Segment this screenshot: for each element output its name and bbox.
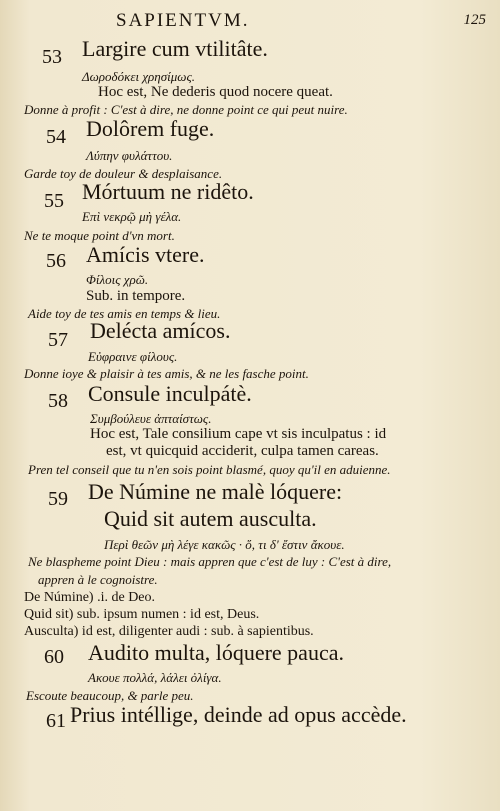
- french-translation: Ne blaspheme point Dieu : mais appren que c'est de luy : C'est à dire,: [28, 554, 392, 569]
- page-number: 125: [463, 12, 486, 28]
- gloss-line: Ausculta) id est, diligenter audi : sub. à sapientibus.: [24, 624, 314, 639]
- greek-maxim: Φίλοις χρῶ.: [86, 272, 149, 287]
- greek-maxim: Συμβούλευε ἀπταίστως.: [90, 411, 212, 426]
- greek-maxim: Εὐφραινε φίλους.: [88, 349, 178, 364]
- latin-maxim: Prius intéllige, deinde ad opus accède.: [70, 702, 407, 727]
- french-translation: Escoute beaucoup, & parle peu.: [26, 688, 194, 703]
- latin-maxim: Consule inculpátè.: [88, 381, 252, 406]
- running-title: SAPIENTVM.: [116, 10, 250, 31]
- greek-maxim: Λύπην φυλάττου.: [86, 148, 173, 163]
- latin-maxim: Mórtuum ne ridêto.: [82, 179, 254, 204]
- latin-maxim: Dolôrem fuge.: [86, 116, 215, 141]
- entry-number: 57: [48, 329, 68, 351]
- entry-number: 53: [42, 46, 62, 68]
- entry-number: 61: [46, 710, 66, 732]
- french-translation: appren à le cognoistre.: [38, 572, 158, 587]
- gloss-line: De Númine) .i. de Deo.: [24, 590, 156, 605]
- page-header: [0, 10, 500, 34]
- french-translation: Donne ioye & plaisir à tes amis, & ne les fasche point.: [24, 366, 309, 381]
- latin-maxim: Amícis vtere.: [86, 242, 205, 267]
- latin-maxim: Quid sit autem ausculta.: [104, 506, 317, 531]
- french-translation: Ne te moque point d'vn mort.: [24, 228, 175, 243]
- entry-number: 55: [44, 190, 64, 212]
- french-translation: Aide toy de tes amis en temps & lieu.: [28, 306, 221, 321]
- latin-note: Sub. in tempore.: [86, 288, 186, 304]
- latin-note: Hoc est, Tale consilium cape vt sis inculpatus : id: [90, 426, 387, 442]
- entry-number: 56: [46, 250, 66, 272]
- entry-number: 59: [48, 488, 68, 510]
- greek-maxim: Ακουε πολλά, λάλει ὀλίγα.: [88, 670, 222, 685]
- latin-maxim: Largire cum vtilitâte.: [82, 36, 268, 61]
- latin-maxim: De Númine ne malè lóquere:: [88, 479, 343, 504]
- gloss-line: Quid sit) sub. ipsum numen : id est, Deus.: [24, 607, 260, 622]
- greek-maxim: Επὶ νεκρῷ μὴ γέλα.: [82, 209, 182, 224]
- entry-number: 58: [48, 390, 68, 412]
- entry-number: 60: [44, 646, 64, 668]
- french-translation: Pren tel conseil que tu n'en sois point blasmé, quoy qu'il en aduienne.: [28, 462, 391, 477]
- greek-maxim: Δωροδόκει χρησίμως.: [82, 69, 195, 84]
- latin-note: est, vt quicquid acciderit, culpa tamen careas.: [106, 443, 379, 459]
- latin-note: Hoc est, Ne dederis quod nocere queat.: [98, 84, 333, 100]
- entry-number: 54: [46, 126, 66, 148]
- latin-maxim: Audito multa, lóquere pauca.: [88, 640, 344, 665]
- french-translation: Garde toy de douleur & desplaisance.: [24, 166, 223, 181]
- greek-maxim: Περὶ θεῶν μὴ λέγε κακῶς · ὅ, τι δ' ἔστιν ἄκουε.: [104, 537, 345, 552]
- french-translation: Donne à profit : C'est à dire, ne donne point ce qui peut nuire.: [24, 102, 348, 117]
- latin-maxim: Delécta amícos.: [90, 318, 231, 343]
